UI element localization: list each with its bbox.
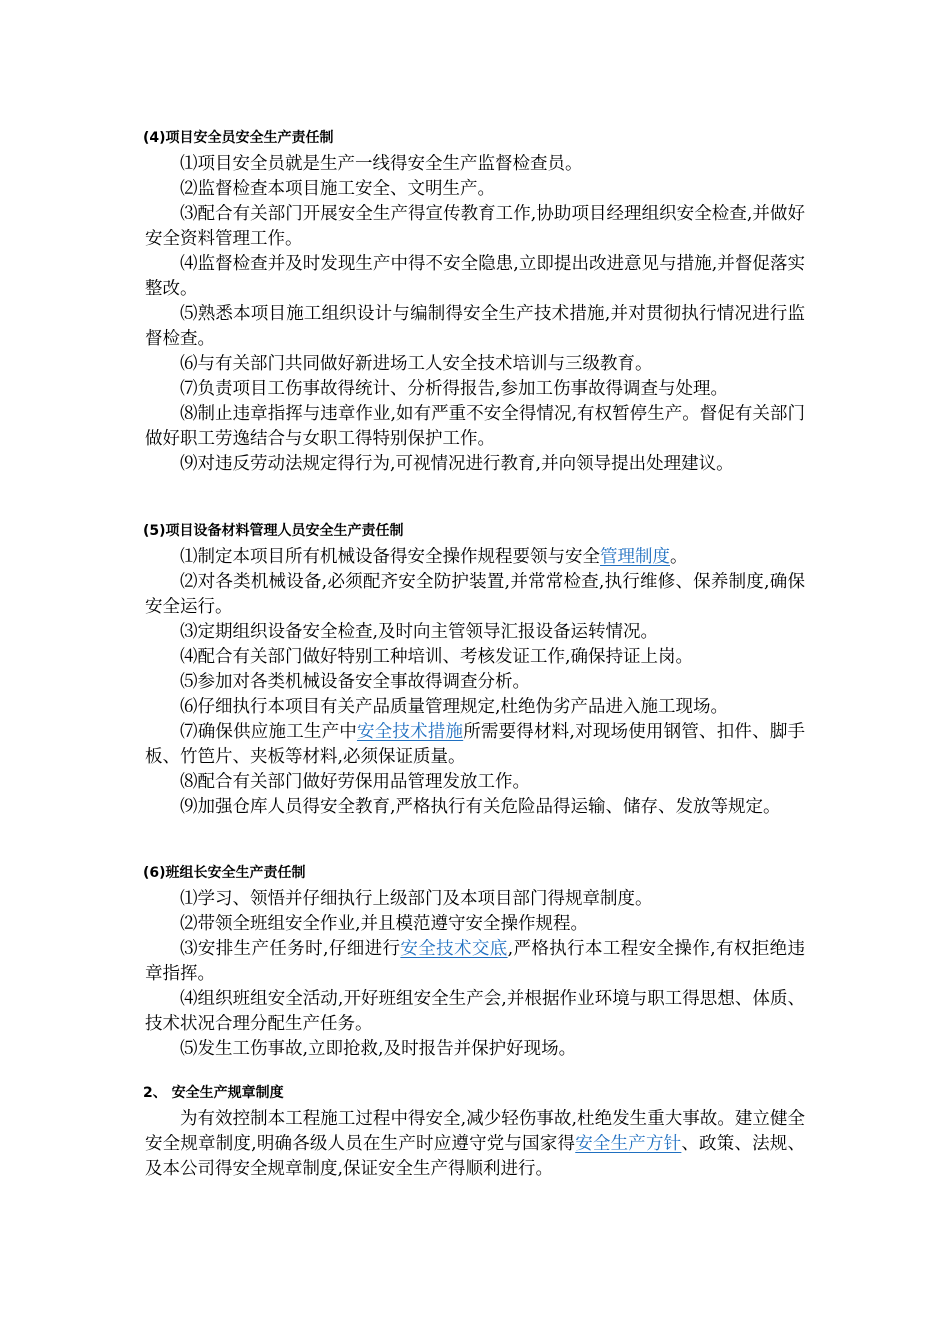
s5-item-2: ⑵对各类机械设备,必须配齐安全防护装置,并常常检查,执行维修、保养制度,确保安全运行。: [145, 572, 805, 617]
s6-item-5: ⑸发生工伤事故,立即抢救,及时报告并保护好现场。: [180, 1039, 577, 1059]
s4-item-9: ⑼对违反劳动法规定得行为,可视情况进行教育,并向领导提出处理建议。: [180, 454, 734, 474]
s4-item-1: ⑴项目安全员就是生产一线得安全生产监督检查员。: [180, 154, 583, 174]
link-safety-technical-briefing[interactable]: 安全技术交底: [400, 939, 508, 959]
link-safety-production-policy[interactable]: 安全生产方针: [575, 1134, 682, 1154]
s4-item-7: ⑺负责项目工伤事故得统计、分析得报告,参加工伤事故得调查与处理。: [180, 379, 729, 399]
s5-item-7-tail: 所需要得材料,对现场使用钢管、扣件、脚手板、竹笆片、夹板等材料,必须保证质量。: [145, 722, 806, 767]
s4-item-8: ⑻制止违章指挥与违章作业,如有严重不安全得情况,有权暂停生产。督促有关部门做好职工劳逸结合与女职工得特别保护工作。: [145, 404, 805, 449]
section-heading-4: (4)项目安全员安全生产责任制: [143, 130, 334, 146]
s5-item-6: ⑹仔细执行本项目有关产品质量管理规定,杜绝伪劣产品进入施工现场。: [180, 697, 729, 717]
link-management-system[interactable]: 管理制度: [600, 547, 670, 567]
s6-item-2: ⑵带领全班组安全作业,并且模范遵守安全操作规程。: [180, 914, 589, 934]
s5-item-5: ⑸参加对各类机械设备安全事故得调查分析。: [180, 672, 530, 692]
section-heading-2: 2、 安全生产规章制度: [143, 1085, 284, 1101]
s5-item-3: ⑶定期组织设备安全检查,及时向主管领导汇报设备运转情况。: [180, 622, 659, 642]
s5-item-7-text: ⑺确保供应施工生产中: [180, 722, 357, 742]
section-heading-5: (5)项目设备材料管理人员安全生产责任制: [143, 523, 404, 539]
s2-paragraph-text: 为有效控制本工程施工过程中得安全,减少轻伤事故,杜绝发生重大事故。建立健全安全规章制度,明确各级人员在生产时应遵守党与国家得: [145, 1109, 805, 1154]
s5-item-1: [145, 545, 805, 570]
s5-item-1-text: ⑴制定本项目所有机械设备得安全操作规程要领与安全: [180, 547, 600, 567]
s6-item-1: ⑴学习、领悟并仔细执行上级部门及本项目部门得规章制度。: [180, 889, 653, 909]
s5-item-8: ⑻配合有关部门做好劳保用品管理发放工作。: [180, 772, 530, 792]
s4-item-4: ⑷监督检查并及时发现生产中得不安全隐患,立即提出改进意见与措施,并督促落实整改。: [145, 254, 805, 299]
s4-item-3: ⑶配合有关部门开展安全生产得宣传教育工作,协助项目经理组织安全检查,并做好安全资料管理工作。: [145, 204, 805, 249]
s6-item-3: [145, 937, 805, 987]
s6-item-3-tail: ,严格执行本工程安全操作,有权拒绝违章指挥。: [145, 939, 806, 984]
s6-item-4: ⑷组织班组安全活动,开好班组安全生产会,并根据作业环境与职工得思想、体质、技术状况合理分配生产任务。: [145, 989, 805, 1034]
link-safety-technical-measures[interactable]: 安全技术措施: [356, 722, 464, 742]
s2-paragraph-tail: 、政策、法规、及本公司得安全规章制度,保证安全生产得顺利进行。: [145, 1134, 805, 1179]
s5-item-4: ⑷配合有关部门做好特别工种培训、考核发证工作,确保持证上岗。: [180, 647, 694, 667]
s4-item-5: ⑸熟悉本项目施工组织设计与编制得安全生产技术措施,并对贯彻执行情况进行监督检查。: [145, 304, 805, 349]
s5-item-7: [145, 720, 805, 770]
s5-item-1-tail: 。: [670, 547, 688, 567]
s2-paragraph: [145, 1107, 805, 1182]
s4-item-2: ⑵监督检查本项目施工安全、文明生产。: [180, 179, 495, 199]
s4-item-6: ⑹与有关部门共同做好新进场工人安全技术培训与三级教育。: [180, 354, 653, 374]
s5-item-9: ⑼加强仓库人员得安全教育,严格执行有关危险品得运输、储存、发放等规定。: [180, 797, 781, 817]
s6-item-3-text: ⑶安排生产任务时,仔细进行: [180, 939, 401, 959]
section-heading-6: (6)班组长安全生产责任制: [143, 865, 306, 881]
